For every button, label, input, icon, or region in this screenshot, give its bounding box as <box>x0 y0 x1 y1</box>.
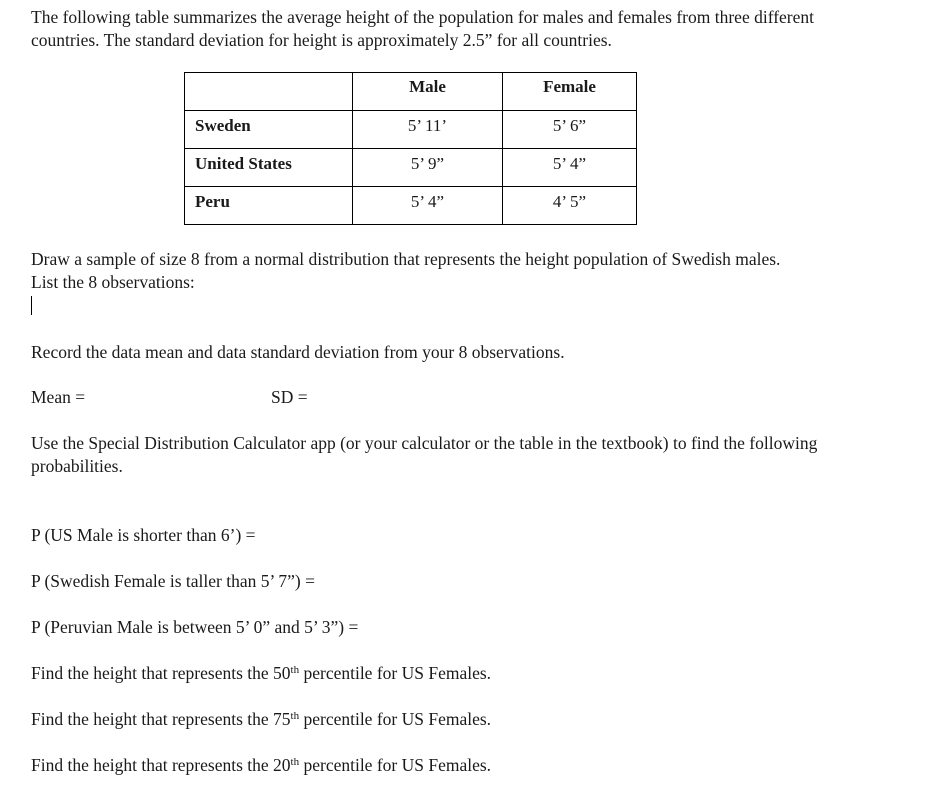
calc-line-2: probabilities. <box>31 456 123 476</box>
table-row <box>185 187 637 225</box>
sample-line-2: List the 8 observations: <box>31 272 195 292</box>
mean-label: Mean = <box>31 387 86 407</box>
height-table <box>184 72 637 225</box>
probability-question: P (US Male is shorter than 6’) = <box>31 525 256 545</box>
calc-line-1: Use the Special Distribution Calculator app (or your calculator or the table in the textbook) to find the following <box>31 433 818 453</box>
female-height-cell: 5’ 6” <box>503 111 637 149</box>
country-cell: Peru <box>185 187 353 225</box>
intro-line-1: The following table summarizes the average height of the population for males and females from three different <box>31 7 815 27</box>
table-header-row <box>185 73 637 111</box>
text-cursor[interactable] <box>31 296 32 315</box>
sample-line-1: Draw a sample of size 8 from a normal distribution that represents the height population of Swedish males. <box>31 249 781 269</box>
record-instruction: Record the data mean and data standard deviation from your 8 observations. <box>31 342 565 362</box>
female-height-cell: 4’ 5” <box>503 187 637 225</box>
table-row <box>185 111 637 149</box>
country-cell: United States <box>185 149 353 187</box>
sample-paragraph <box>31 248 780 294</box>
probability-question: P (Peruvian Male is between 5’ 0” and 5’ 3”) = <box>31 617 359 637</box>
table-row <box>185 149 637 187</box>
male-height-cell: 5’ 9” <box>353 149 503 187</box>
header-country <box>185 73 353 111</box>
intro-line-2: countries. The standard deviation for height is approximately 2.5” for all countries. <box>31 30 612 50</box>
calculator-instruction <box>31 432 817 478</box>
female-height-cell: 5’ 4” <box>503 149 637 187</box>
probability-question: P (Swedish Female is taller than 5’ 7”) = <box>31 571 315 591</box>
percentile-question: Find the height that represents the 50th percentile for US Females. <box>31 663 492 683</box>
header-female: Female <box>503 73 637 111</box>
header-male: Male <box>353 73 503 111</box>
country-cell: Sweden <box>185 111 353 149</box>
sd-label: SD = <box>271 387 308 407</box>
percentile-question: Find the height that represents the 75th percentile for US Females. <box>31 709 492 729</box>
percentile-question: Find the height that represents the 20th percentile for US Females. <box>31 755 492 775</box>
male-height-cell: 5’ 11’ <box>353 111 503 149</box>
male-height-cell: 5’ 4” <box>353 187 503 225</box>
intro-paragraph <box>31 6 814 52</box>
